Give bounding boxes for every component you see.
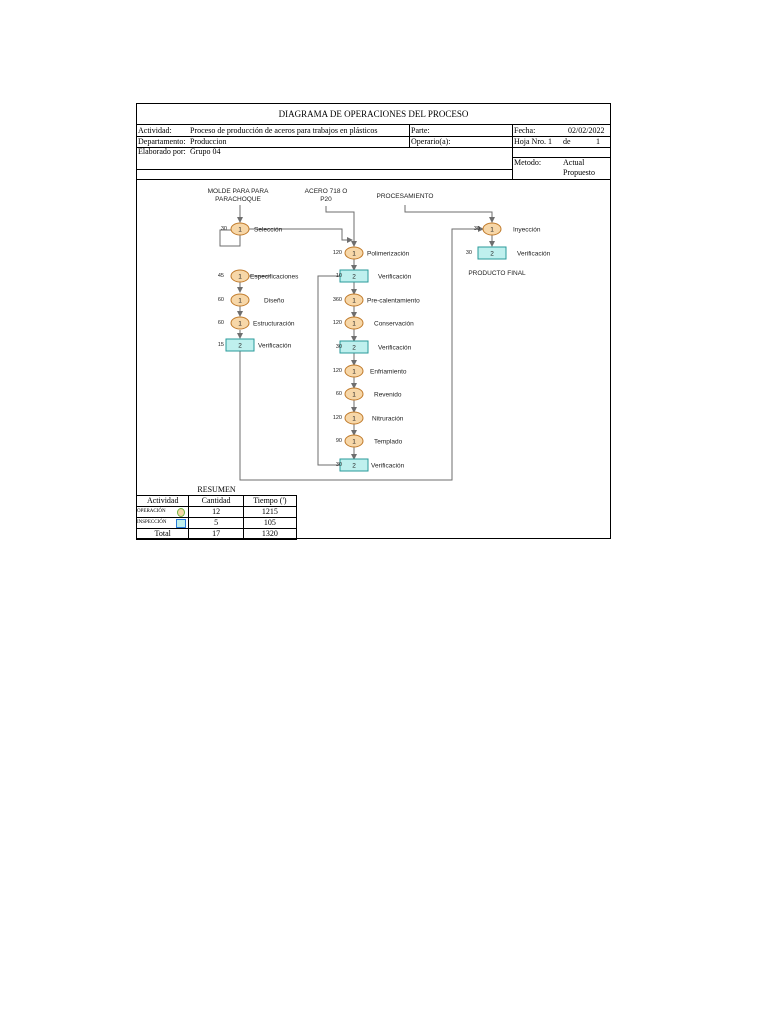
step-label: Nitruración [372, 415, 404, 423]
step-time: 30 [335, 462, 342, 468]
summary-total-label: Total [137, 529, 189, 540]
step-label: Enfriamiento [370, 368, 407, 376]
step-number: 2 [238, 342, 242, 350]
summary-operacion-cantidad: 12 [189, 507, 243, 518]
summary-header-actividad: Actividad [137, 496, 189, 507]
step-label: Revenido [374, 391, 402, 399]
step-time: 60 [217, 297, 224, 303]
step-number: 1 [352, 297, 356, 305]
actividad-label: Actividad: [138, 126, 172, 135]
summary-row-total [137, 529, 297, 540]
actividad-value: Proceso de producción de aceros para trabajos en plásticos [190, 126, 378, 135]
step-time: 120 [332, 320, 342, 326]
departamento-value: Produccion [190, 137, 227, 146]
parte-label: Parte: [411, 126, 430, 135]
operario-label: Operario(a): [411, 137, 451, 146]
step-number: 2 [490, 250, 494, 258]
step-number: 1 [490, 226, 494, 234]
summary-table [136, 485, 297, 540]
step-label: Verificación [258, 342, 292, 350]
step-number: 1 [352, 320, 356, 328]
input-molde-label: MOLDE PARA PARA [207, 188, 269, 195]
step-time: 120 [332, 250, 342, 256]
step-label: Especificaciones [250, 273, 299, 281]
summary-total-tiempo: 1320 [243, 529, 296, 540]
step-time: 10 [335, 273, 342, 279]
step-number: 1 [238, 297, 242, 305]
summary-header-cantidad: Cantidad [189, 496, 243, 507]
elaborado-label: Elaborado por: [138, 147, 186, 156]
step-label: Polimerización [367, 250, 410, 258]
metodo-actual: Actual [563, 158, 585, 167]
inspection-symbol-icon [176, 519, 186, 528]
step-number: 1 [238, 226, 242, 234]
step-time: 45 [217, 273, 224, 279]
metodo-propuesto: Propuesto [563, 168, 595, 177]
summary-operacion-label: OPERACIÓN [137, 509, 166, 514]
step-number: 1 [352, 415, 356, 423]
step-label: Selección [254, 226, 283, 234]
step-time: 90 [335, 438, 342, 444]
input-molde-label: PARACHOQUE [215, 196, 261, 203]
fecha-label: Fecha: [514, 126, 536, 135]
step-label: Verificación [378, 344, 412, 352]
chart-title: DIAGRAMA DE OPERACIONES DEL PROCESO [137, 104, 610, 125]
step-time: 30 [465, 250, 472, 256]
step-label: Verificación [517, 250, 551, 258]
step-label: Conservación [374, 320, 414, 328]
step-number: 1 [352, 368, 356, 376]
step-time: 15 [217, 342, 224, 348]
step-time: 120 [332, 415, 342, 421]
step-number: 1 [352, 250, 356, 258]
summary-inspeccion-tiempo: 105 [243, 518, 296, 529]
step-number: 1 [238, 320, 242, 328]
connector [405, 205, 492, 222]
summary-row-operacion [137, 507, 297, 518]
input-acero-label: P20 [320, 196, 332, 203]
de-value: 1 [596, 137, 600, 146]
step-time: 60 [217, 320, 224, 326]
step-time: 60 [335, 391, 342, 397]
summary-inspeccion-label: INSPECCIÓN [137, 520, 167, 525]
summary-operacion-tiempo: 1215 [243, 507, 296, 518]
hoja-label: Hoja Nro. 1 [514, 137, 552, 146]
step-time: 360 [332, 297, 342, 303]
elaborado-value: Grupo 04 [190, 147, 221, 156]
departamento-label: Departamento: [138, 137, 186, 146]
metodo-label: Metodo: [514, 158, 542, 167]
step-label: Verificación [378, 273, 412, 281]
step-label: Estructuración [253, 320, 295, 328]
step-time: 120 [332, 368, 342, 374]
step-time: 30 [220, 226, 227, 232]
step-label: Pre-calentamiento [367, 297, 420, 305]
summary-row-inspeccion [137, 518, 297, 529]
summary-header-tiempo: Tiempo (') [243, 496, 296, 507]
step-label: Templado [374, 438, 403, 446]
summary-title: RESUMEN [137, 485, 297, 496]
step-number: 2 [352, 273, 356, 281]
step-number: 2 [352, 462, 356, 470]
operation-symbol-icon [177, 508, 185, 517]
input-acero-label: ACERO 718 O [304, 188, 348, 195]
fecha-value: 02/02/2022 [568, 126, 605, 135]
producto-final-label: PRODUCTO FINAL [468, 270, 526, 277]
step-time: 30 [335, 344, 342, 350]
step-number: 1 [238, 273, 242, 281]
step-number: 2 [352, 344, 356, 352]
step-label: Verificación [371, 462, 405, 470]
summary-inspeccion-cantidad: 5 [189, 518, 243, 529]
summary-total-cantidad: 17 [189, 529, 243, 540]
step-time: 30 [473, 226, 480, 232]
step-label: Diseño [264, 297, 285, 305]
step-number: 1 [352, 391, 356, 399]
input-procesamiento-label: PROCESAMIENTO [376, 193, 434, 200]
step-label: Inyección [513, 226, 541, 234]
de-label: de [563, 137, 571, 146]
step-number: 1 [352, 438, 356, 446]
